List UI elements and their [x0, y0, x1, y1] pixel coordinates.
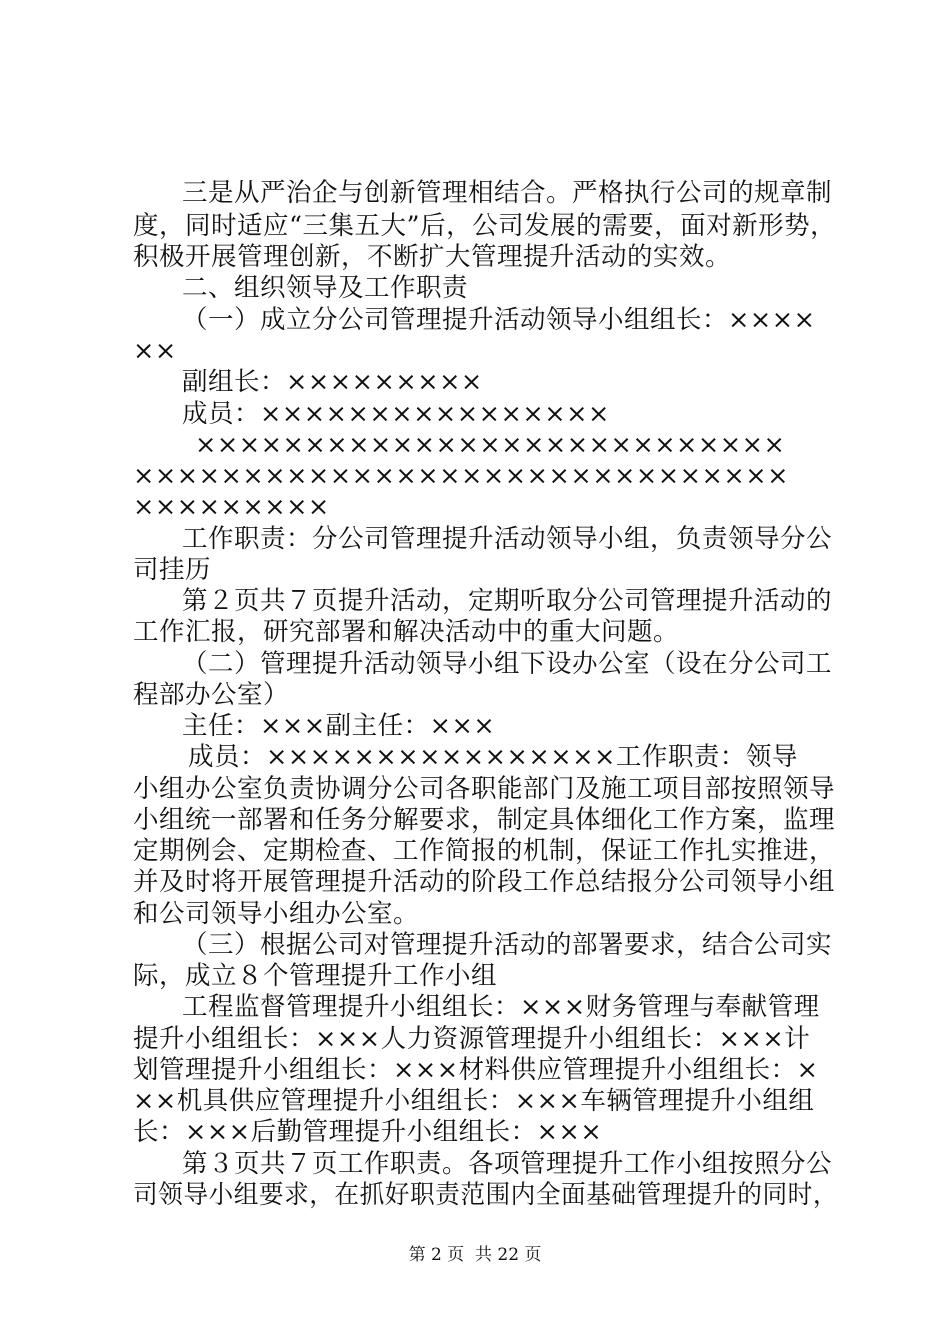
- page-number-footer: 第 2 页 共 22 页: [408, 1245, 542, 1265]
- section-heading: 二、组织领导及工作职责: [182, 273, 469, 303]
- body-line: 提升小组组长：×××人力资源管理提升小组组长：×××计: [133, 1024, 811, 1054]
- body-line: 和公司领导小组办公室。: [133, 899, 420, 929]
- body-line: ××机具供应管理提升小组组长：×××车辆管理提升小组组: [133, 1086, 815, 1116]
- body-line: 第３页共７页工作职责。各项管理提升工作小组按照分公: [182, 1149, 833, 1179]
- body-line: （二）管理提升活动领导小组下设办公室（设在分公司工: [182, 649, 833, 679]
- body-line: 定期例会、定期检查、工作简报的机制，保证工作扎实推进，: [133, 836, 836, 866]
- body-line: ×××××××××: [133, 492, 330, 522]
- body-line: 长：×××后勤管理提升小组组长：×××: [133, 1117, 603, 1147]
- body-line: 划管理提升小组组长：×××材料供应管理提升小组组长：×: [133, 1055, 819, 1085]
- body-line: ×××××××××××××××××××××××××××: [195, 430, 786, 460]
- body-line: 司领导小组要求，在抓好职责范围内全面基础管理提升的同时，: [133, 1180, 839, 1210]
- body-line: 小组统一部署和任务分解要求，制定具体细化工作方案，监理: [133, 805, 836, 835]
- body-line: 际，成立８个管理提升工作小组: [133, 961, 498, 991]
- body-line: 主任：×××副主任：×××: [182, 711, 496, 741]
- body-line: （三）根据公司对管理提升活动的部署要求，结合公司实: [182, 930, 833, 960]
- body-line: 副组长：×××××××××: [182, 367, 483, 397]
- body-line: 度，同时适应“三集五大”后，公司发展的需要，面对新形势，: [133, 211, 837, 241]
- body-line: 工作职责：分公司管理提升活动领导小组，负责领导分公: [182, 524, 833, 554]
- body-line: （一）成立分公司管理提升活动领导小组组长：××××: [182, 305, 816, 335]
- body-line: ××××××××××××××××××××××××××××××: [133, 461, 789, 491]
- body-line: 工作汇报，研究部署和解决活动中的重大问题。: [133, 617, 680, 647]
- body-line: 小组办公室负责协调分公司各职能部门及施工项目部按照领导: [133, 774, 836, 804]
- body-line: 成员：××××××××××××××××工作职责：领导: [188, 742, 798, 772]
- body-line: 三是从严治企与创新管理相结合。严格执行公司的规章制: [182, 178, 833, 208]
- body-line: 第２页共７页提升活动，定期听取分公司管理提升活动的: [182, 586, 833, 616]
- body-line: 积极开展管理创新，不断扩大管理提升活动的实效。: [133, 242, 732, 272]
- body-line: 并及时将开展管理提升活动的阶段工作总结报分公司领导小组: [133, 867, 836, 897]
- body-line: 成员：××××××××××××××××: [182, 399, 610, 429]
- body-line: 司挂历: [133, 555, 212, 585]
- body-line: 程部办公室）: [133, 680, 290, 710]
- body-line: 工程监督管理提升小组组长：×××财务管理与奉献管理: [182, 992, 820, 1022]
- body-line: ××: [133, 336, 177, 366]
